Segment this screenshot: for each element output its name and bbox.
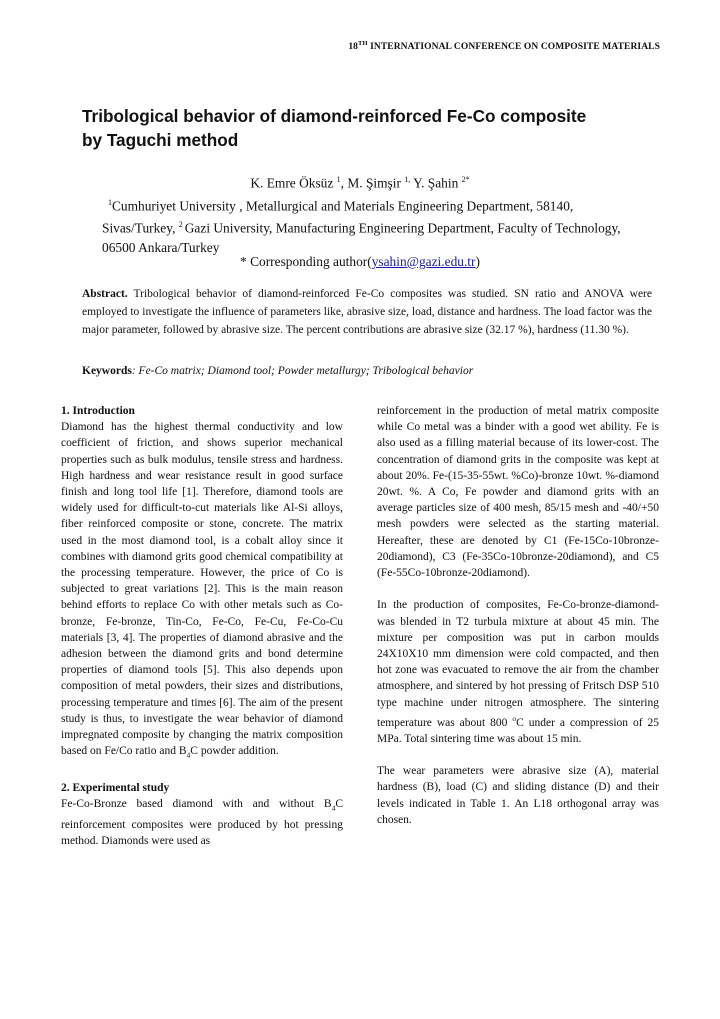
corresponding-author [0,254,720,270]
right-column [377,403,659,828]
author-1: K. Emre Öksüz [250,175,337,191]
degree-mark: o [512,713,517,723]
paper-title [82,104,662,152]
corr-suffix: ) [475,254,480,269]
exp-subscript: 4 [331,803,336,813]
keywords-label: Keywords [82,365,132,377]
affil-1-marker: 1 [108,198,112,207]
author-3-affil: 2* [461,175,470,184]
para2-text-b: C under a compression of 25 MPa. Total sintering time was about 15 min. [377,716,659,745]
conf-number: 18 [348,42,359,53]
title-line-2: by Taguchi method [82,130,239,150]
right-paragraph-2 [377,597,659,747]
intro-heading: 1. Introduction [61,405,135,417]
affil-2-marker: 2 [178,220,185,230]
affil-1: Cumhuriyet University , Metallurgical and Materials Engineering Department, 58140, Sivas/Turkey, [102,198,574,236]
right-paragraph-1: reinforcement in the production of metal matrix composite while Co metal was a binder with a good wet ability. Fe is also used as a filling material because of its lower-cost. The concentration of diamond grits in the composite was kept at about 20%. Fe-(15-35-55wt. %Co)-bronze 10wt. %-diamond 20wt. %. A Co, Fe powder and diamond grits with an average particles size of 400 mesh, 85/15 mesh and -40/+50 mesh powders were selected as the starting material. Hereafter, these are denoted by C1 (Fe-15Co-10bronze-20diamond), C3 (Fe-35Co-10bronze-20diamond), and C5 (Fe-55Co-10bronze-20diamond). [377,405,659,580]
experimental-paragraph [61,796,343,849]
conf-suffix: TH [358,40,368,47]
author-3: Y. Şahin [410,175,462,191]
corr-prefix: * Corresponding author( [240,254,372,269]
affil-2: Gazi University, Manufacturing Engineering Department, Faculty of Technology, 06500 Ankara/Turkey [102,220,621,255]
author-list [0,175,720,191]
abstract-label: Abstract. [82,288,128,300]
experimental-heading: 2. Experimental study [61,781,170,794]
corr-email-link[interactable]: ysahin@gazi.edu.tr [371,254,476,269]
conf-name: INTERNATIONAL CONFERENCE ON COMPOSITE MATERIALS [367,42,660,53]
right-paragraph-3: The wear parameters were abrasive size (A), material hardness (B), load (C) and sliding distance (D) and their levels indicated in Table 1. An L18 orthogonal array was chosen. [377,765,659,826]
keywords-text: : Fe-Co matrix; Diamond tool; Powder metallurgy; Tribological behavior [131,365,474,377]
abstract-text: Tribological behavior of diamond-reinforced Fe-Co composites was studied. SN ratio and ANOVA were employed to investigate the influence of parameters like, abrasive size, load, distance and hardness. The load factor was the major parameter, followed by abrasive size. The percent contributions are abrasive size (32.17 %), hardness (11.30 %). [82,288,652,336]
exp-text-b: C reinforcement composites were produced by hot pressing method. Diamonds were used as [61,798,343,847]
affiliations [102,193,632,257]
para2-text-a: In the production of composites, Fe-Co-bronze-diamond- was blended in T2 turbula mixture at about 45 min. The mixture per composition was put in carbon moulds 24X10X10 mm dimension were cold compacted, and then hot zone was evacuated to remove the air from the chamber atmosphere, and sintered by hot pressing of Fritsch DSP 510 type machine under nitrogen atmosphere. The sintering temperature was about 800 [377,599,659,729]
author-2-affil: 1, [404,175,411,184]
left-column [61,403,343,849]
title-line-1: Tribological behavior of diamond-reinforced Fe-Co composite [82,106,587,126]
intro-text-a: Diamond has the highest thermal conductivity and low coefficient of friction, and shows superior mechanical properties such as bulk modulus, tensile stress and hardness. High hardness and wear resistance result in good surface finish and long tool life [1]. Therefore, diamond tools are widely used for difficult-to-cut materials like Al-Si alloys, fiber reinforced composite or stone, concrete. The matrix used in the most diamond tool, is a cobalt alloy since it combines with diamond grits good chemical compatibility at the processing temperature. However, the price of Co is subjected to great variations [2]. This is the main reason behind efforts to replace Co with other metals such as Co-bronze, Fe-bronze, Tin-Co, Fe-Co, Fe-Cu, Fe-Co-Cu materials [3, 4]. The properties of diamond abrasive and the adhesion between the diamond grits and bond determine properties of diamond tools [5]. This also depends upon composition of metal powders, their sizes and distributions, processing temperature and times [6]. The aim of the present study is thus, to investigate the wear behavior of diamond impregnated composite by changing the matrix composition based on Fe/Co ratio and B [61,421,343,758]
author-2: , M. Şimşir [340,175,405,191]
exp-text-a: Fe-Co-Bronze based diamond with and without B [61,798,332,811]
intro-text-b: C powder addition. [190,745,279,758]
keywords [82,365,652,377]
abstract [82,286,652,339]
intro-subscript: 4 [186,750,191,760]
author-1-affil: 1 [336,175,341,184]
intro-paragraph [61,419,343,764]
